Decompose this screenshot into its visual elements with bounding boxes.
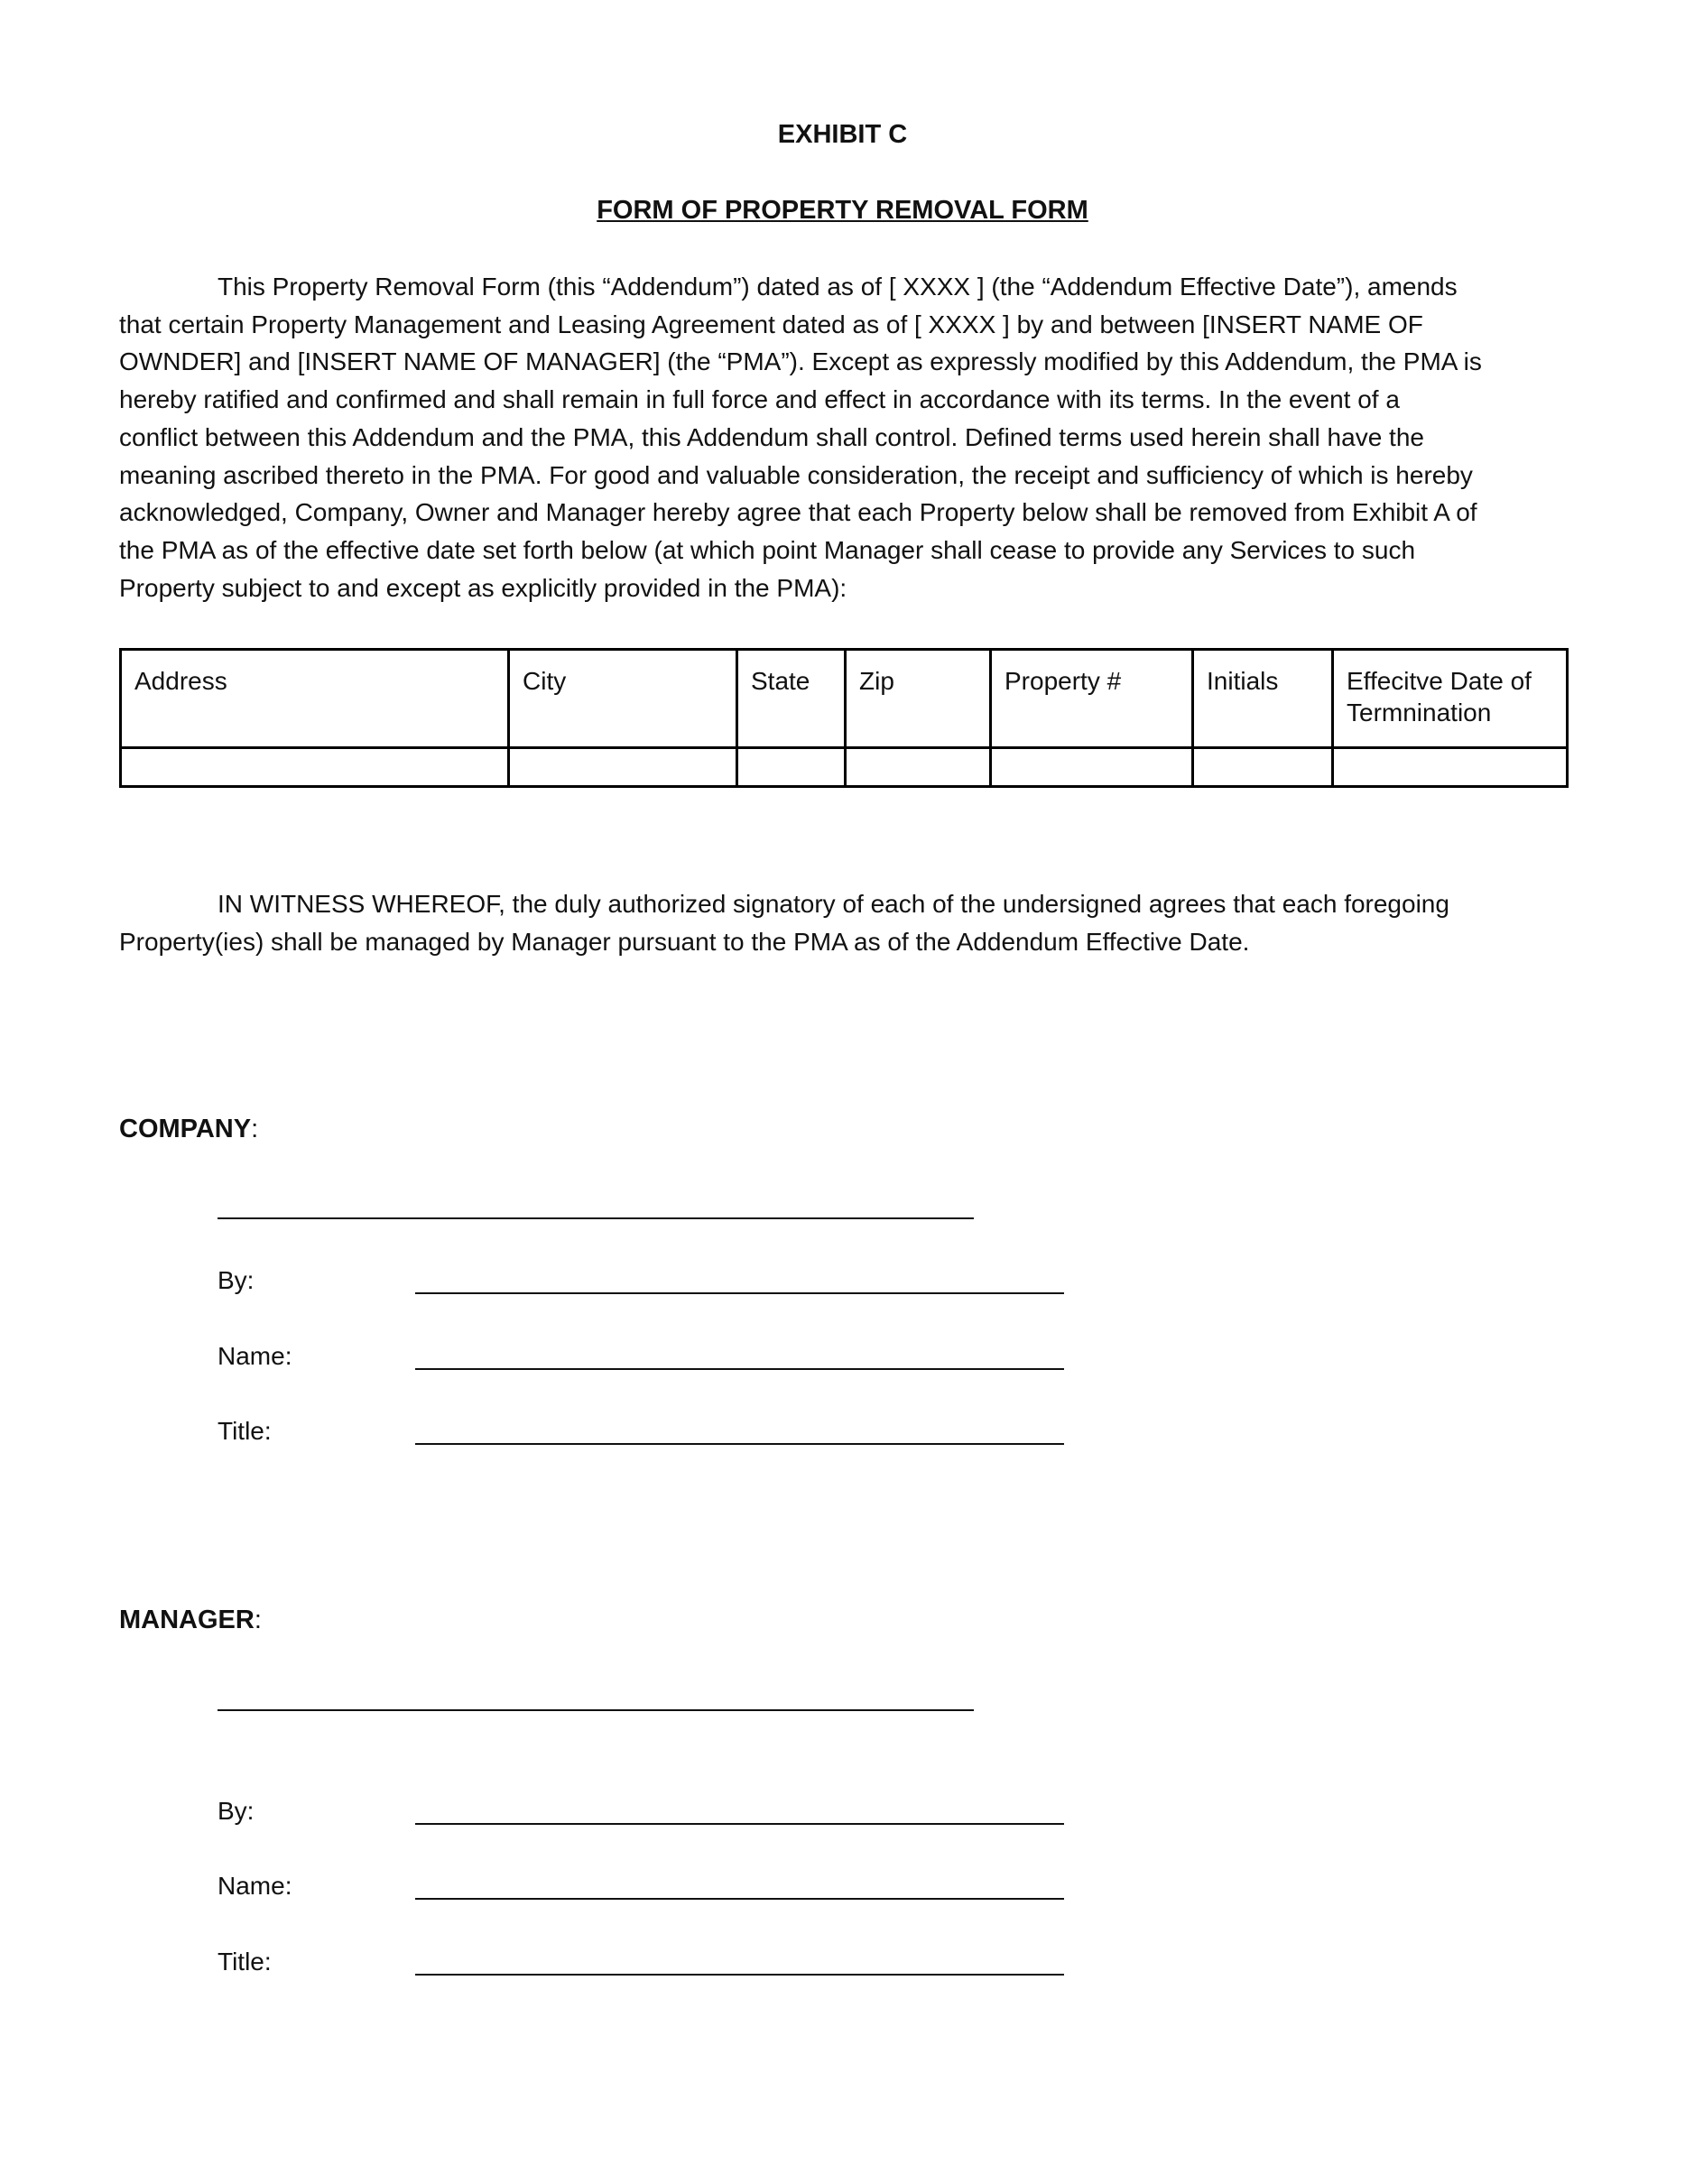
- cell-zip[interactable]: [846, 748, 991, 787]
- table-header-row: [121, 650, 1568, 748]
- intro-line: meaning ascribed thereto in the PMA. For good and valuable consideration, the receipt and sufficiency of which is hereby: [119, 460, 1473, 489]
- company-title-label: Title:: [218, 1417, 272, 1445]
- intro-line: that certain Property Management and Leasing Agreement dated as of [ XXXX ] by and between [INSERT NAME OF: [119, 310, 1423, 338]
- cell-effective-date[interactable]: [1333, 748, 1568, 787]
- intro-paragraph: [119, 268, 1581, 606]
- manager-by-label: By:: [218, 1797, 255, 1825]
- manager-signature-line[interactable]: [218, 1709, 974, 1711]
- property-table: [119, 648, 1569, 788]
- intro-line: acknowledged, Company, Owner and Manager hereby agree that each Property below shall be removed from Exhibit A of: [119, 498, 1477, 527]
- manager-title-field[interactable]: [415, 1974, 1064, 1976]
- cell-address[interactable]: [121, 748, 509, 787]
- manager-by-field[interactable]: [415, 1823, 1064, 1825]
- cell-state[interactable]: [737, 748, 846, 787]
- form-title: FORM OF PROPERTY REMOVAL FORM: [597, 196, 1088, 225]
- company-colon: :: [251, 1115, 259, 1143]
- company-heading: [119, 1115, 258, 1144]
- company-label: COMPANY: [119, 1115, 252, 1143]
- exhibit-title: EXHIBIT C: [777, 120, 908, 149]
- intro-line: OWNDER] and [INSERT NAME OF MANAGER] (the “PMA”). Except as expressly modified by this Addendum, the PMA is: [119, 347, 1482, 376]
- header-address: Address: [121, 650, 509, 748]
- company-name-label: Name:: [218, 1342, 292, 1370]
- header-city: City: [509, 650, 737, 748]
- company-by-field[interactable]: [415, 1292, 1064, 1294]
- witness-line: Property(ies) shall be managed by Manager pursuant to the PMA as of the Addendum Effective Date.: [119, 927, 1250, 956]
- manager-colon: :: [254, 1606, 262, 1634]
- witness-paragraph: [119, 885, 1581, 960]
- cell-property-number[interactable]: [991, 748, 1193, 787]
- intro-line: conflict between this Addendum and the PMA, this Addendum shall control. Defined terms used herein shall have the: [119, 422, 1424, 451]
- company-title-field[interactable]: [415, 1443, 1064, 1445]
- company-by-label: By:: [218, 1266, 255, 1294]
- header-zip: Zip: [846, 650, 991, 748]
- company-signature-line[interactable]: [218, 1217, 974, 1219]
- header-effective-date: Effecitve Date of Termnination: [1333, 650, 1568, 748]
- cell-initials[interactable]: [1193, 748, 1333, 787]
- company-name-field[interactable]: [415, 1368, 1064, 1370]
- header-initials: Initials: [1193, 650, 1333, 748]
- manager-name-label: Name:: [218, 1872, 292, 1900]
- intro-line: This Property Removal Form (this “Addendum”) dated as of [ XXXX ] (the “Addendum Effective Date”), amends: [218, 273, 1458, 301]
- cell-city[interactable]: [509, 748, 737, 787]
- intro-line: the PMA as of the effective date set forth below (at which point Manager shall cease to provide any Services to such: [119, 535, 1416, 564]
- intro-line: hereby ratified and confirmed and shall remain in full force and effect in accordance with its terms. In the event of a: [119, 385, 1400, 414]
- header-property-number: Property #: [991, 650, 1193, 748]
- header-state: State: [737, 650, 846, 748]
- manager-title-label: Title:: [218, 1948, 272, 1976]
- manager-label: MANAGER: [119, 1606, 255, 1634]
- witness-line: IN WITNESS WHEREOF, the duly authorized signatory of each of the undersigned agrees that each foregoing: [218, 890, 1449, 918]
- intro-line: Property subject to and except as explicitly provided in the PMA):: [119, 573, 847, 602]
- table-row: [121, 748, 1568, 787]
- manager-name-field[interactable]: [415, 1898, 1064, 1900]
- manager-heading: [119, 1606, 262, 1635]
